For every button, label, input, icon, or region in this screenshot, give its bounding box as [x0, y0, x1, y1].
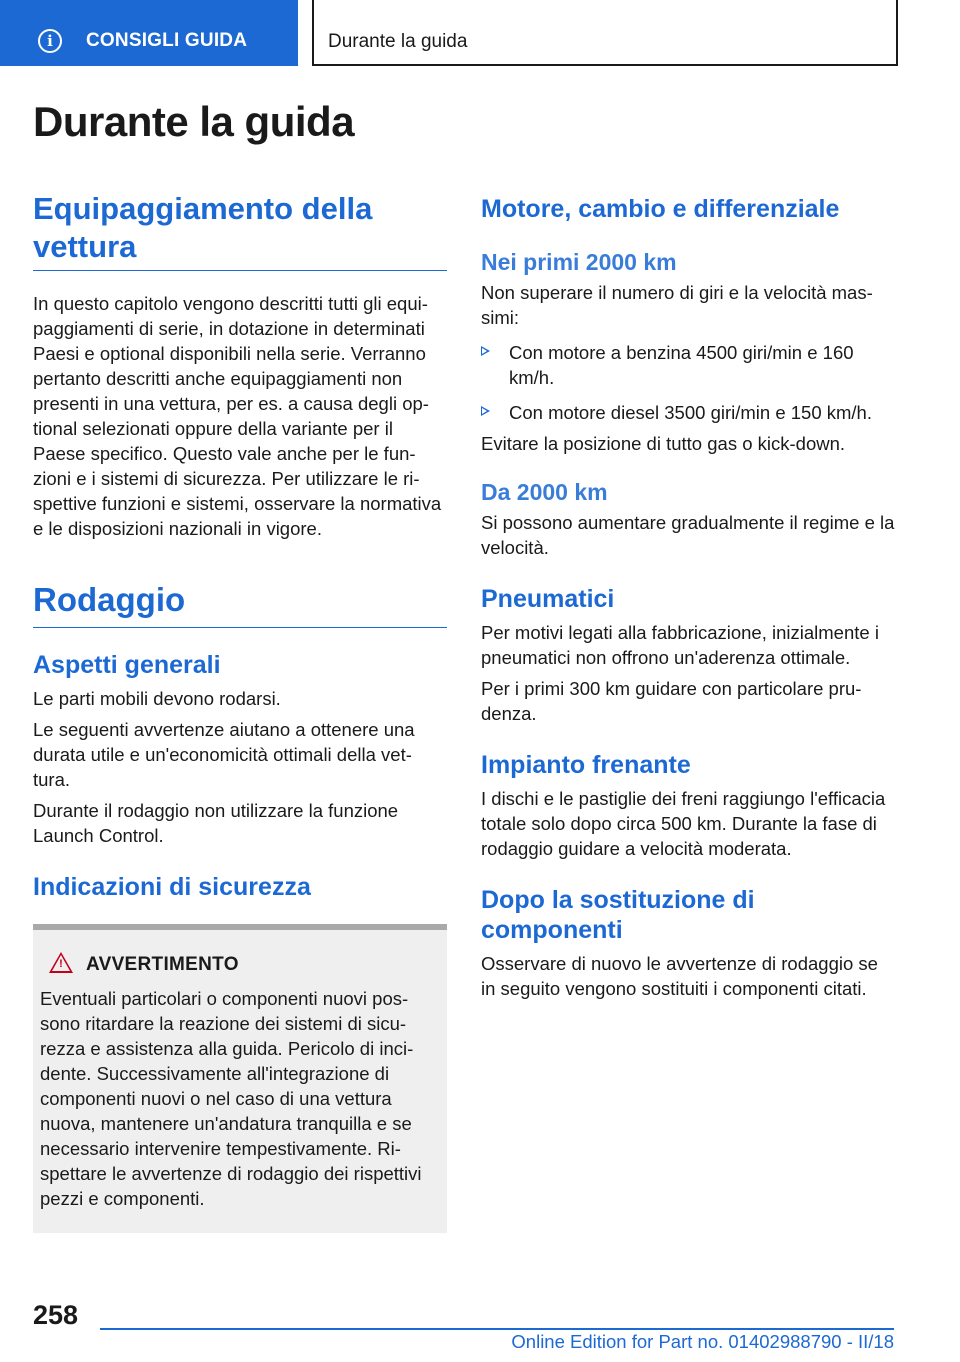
aspetti-text-2: Le seguenti avvertenze aiutano a ottenere una durata utile e un'economicità ottimali della vet-tura. — [33, 719, 415, 790]
pneumatici-heading: Pneumatici — [481, 585, 615, 613]
breadcrumb-label: Durante la guida — [328, 31, 468, 52]
aspetti-heading: Aspetti generali — [33, 651, 221, 679]
aspetti-text-3: Durante il rodaggio non utilizzare la funzione Launch Control. — [33, 800, 399, 846]
sostituzione-heading: Dopo la sostituzione di componenti — [481, 886, 755, 944]
bullet-triangle-icon — [481, 346, 490, 356]
list-item — [481, 400, 895, 425]
page-number: 258 — [33, 1300, 79, 1330]
warning-header — [40, 952, 437, 980]
equipment-heading: Equipaggiamento della vettura — [33, 190, 447, 271]
primi-after-text: Evitare la posizione di tutto gas o kick-down. — [481, 433, 846, 454]
primi-text: Non superare il numero di giri e la velocità mas-simi: — [481, 282, 873, 328]
da-heading: Da 2000 km — [481, 479, 608, 505]
sostituzione-text: Osservare di nuovo le avvertenze di rodaggio se in seguito vengono sostituiti i componenti citati. — [481, 953, 878, 999]
primi-heading: Nei primi 2000 km — [481, 249, 677, 275]
chapter-tab[interactable] — [0, 0, 298, 66]
list-item — [481, 340, 895, 390]
rodaggio-heading: Rodaggio — [33, 581, 447, 628]
bullet-text: Con motore a benzina 4500 giri/min e 160 km/h. — [509, 342, 854, 388]
page-title: Durante la guida — [33, 98, 355, 145]
edition-note: Online Edition for Part no. 01402988790 - II/18 — [511, 1331, 894, 1352]
warning-text: Eventuali particolari o componenti nuovi pos-sono ritardare la reazione dei sistemi di sicu-rezza e assistenza alla guida. Pericolo di inci-dente. Successivamente all'integrazione di componenti nuovi o nel caso di una vettura nuova, mantenere un'andatura tranquilla e se necessario intervenire tempestivamente. Ri-spettare le avvertenze di rodaggio dei rispettivi pezzi e componenti. — [40, 988, 422, 1209]
warning-box — [33, 924, 447, 1233]
frenante-heading: Impianto frenante — [481, 751, 691, 779]
bullet-triangle-icon — [481, 406, 490, 416]
chapter-tab-label: CONSIGLI GUIDA — [86, 30, 248, 51]
right-column — [481, 190, 895, 1001]
warning-title: AVVERTIMENTO — [86, 954, 239, 975]
da-text: Si possono aumentare gradualmente il regime e la velocità. — [481, 512, 895, 558]
warning-mark: ! — [59, 958, 63, 970]
breadcrumb — [312, 0, 898, 66]
equipment-text: In questo capitolo vengono descritti tutti gli equi-paggiamenti di serie, in dotazione in determinati Paesi e optional disponibili nella serie. Verranno pertanto descritti anche equipaggiamenti non presenti in una vettura, per es. a causa degli op-tional selezionati oppure della variante per il Paese specifico. Questo vale anche per le fun-zioni e i sistemi di sicurezza. Per utilizzare le ri-spettive funzioni e sistemi, osservare la normativa e le disposizioni nazionali in vigore. — [33, 293, 442, 539]
pneumatici-text-2: Per i primi 300 km guidare con particolare pru-denza. — [481, 678, 862, 724]
page-header — [0, 0, 960, 66]
motore-heading: Motore, cambio e differenziale — [481, 195, 840, 223]
footer-divider — [100, 1328, 894, 1330]
pneumatici-text-1: Per motivi legati alla fabbricazione, inizialmente i pneumatici non offrono un'aderenza ottimale. — [481, 622, 879, 668]
aspetti-text-1: Le parti mobili devono rodarsi. — [33, 688, 281, 709]
left-column — [33, 190, 447, 1233]
info-icon: i — [38, 29, 62, 53]
bullet-text: Con motore diesel 3500 giri/min e 150 km/h. — [509, 402, 872, 423]
sicurezza-heading: Indicazioni di sicurezza — [33, 873, 311, 901]
frenante-text: I dischi e le pastiglie dei freni raggiungo l'efficacia totale solo dopo circa 500 km. Durante la fase di rodaggio guidare a velocità moderata. — [481, 788, 886, 859]
